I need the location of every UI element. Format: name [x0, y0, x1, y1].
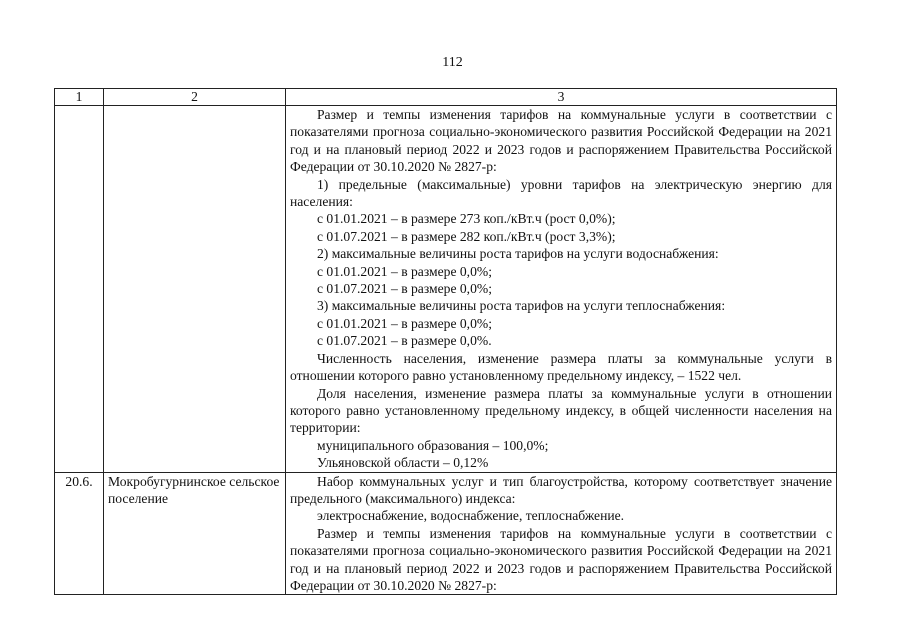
electricity-item: 1) предельные (максимальные) уровни тарифов на электрическую энергию для населения:	[290, 176, 832, 210]
services-paragraph: Набор коммунальных услуг и тип благоустройства, которому соответствует значение предельного (максимального) индекса:	[290, 473, 832, 506]
table-header-row	[55, 89, 837, 106]
share-municipal: муниципального образования – 100,0%;	[317, 437, 549, 453]
heat-item: 3) максимальные величины роста тарифов на услуги теплоснабжения:	[317, 298, 726, 314]
row-settlement-name: Мокробугурнинское сельское поселение	[104, 472, 286, 595]
electricity-item-b: с 01.07.2021 – в размере 282 коп./кВт.ч (рост 3,3%);	[317, 228, 616, 244]
water-item-a: с 01.01.2021 – в размере 0,0%;	[317, 263, 492, 279]
row-description	[286, 472, 837, 595]
tariff-rates-paragraph: Размер и темпы изменения тарифов на коммунальные услуги в соответствии с показателями прогноза социально-экономического развития Российской Федерации на 2021 год и на плановый период 2022 и 2023 годов и распоряжением Правительства Российской Федерации от 30.10.2020 № 2827-р:	[290, 525, 832, 593]
row-settlement-name	[104, 106, 286, 473]
page-number: 112	[442, 55, 463, 70]
tariff-rates-paragraph: Размер и темпы изменения тарифов на коммунальные услуги в соответствии с показателями прогноза социально-экономического развития Российской Федерации на 2021 год и на плановый период 2022 и 2023 годов и распоряжением Правительства Российской Федерации от 30.10.2020 № 2827-р:	[290, 107, 832, 175]
row-number	[55, 106, 104, 473]
services-list: электроснабжение, водоснабжение, теплоснабжение.	[317, 508, 625, 524]
tariff-table	[54, 88, 837, 595]
table-row	[55, 472, 837, 595]
column-header-2: 2	[104, 89, 286, 106]
row-description	[286, 106, 837, 473]
water-item-b: с 01.07.2021 – в размере 0,0%;	[317, 281, 492, 297]
share-paragraph: Доля населения, изменение размера платы за коммунальные услуги в отношении которого равно установленному предельному индексу, в общей численности населения на территории:	[290, 385, 832, 436]
table-row	[55, 106, 837, 473]
population-paragraph: Численность населения, изменение размера платы за коммунальные услуги в отношении которого равно установленному предельному индексу, – 1522 чел.	[290, 350, 832, 384]
heat-item-b: с 01.07.2021 – в размере 0,0%.	[317, 333, 492, 349]
electricity-item-a: с 01.01.2021 – в размере 273 коп./кВт.ч (рост 0,0%);	[317, 211, 616, 227]
share-oblast: Ульяновской области – 0,12%	[317, 455, 489, 471]
column-header-1: 1	[55, 89, 104, 106]
water-item: 2) максимальные величины роста тарифов на услуги водоснабжения:	[317, 246, 719, 262]
row-number: 20.6.	[55, 472, 104, 595]
heat-item-a: с 01.01.2021 – в размере 0,0%;	[317, 315, 492, 331]
column-header-3: 3	[286, 89, 837, 106]
